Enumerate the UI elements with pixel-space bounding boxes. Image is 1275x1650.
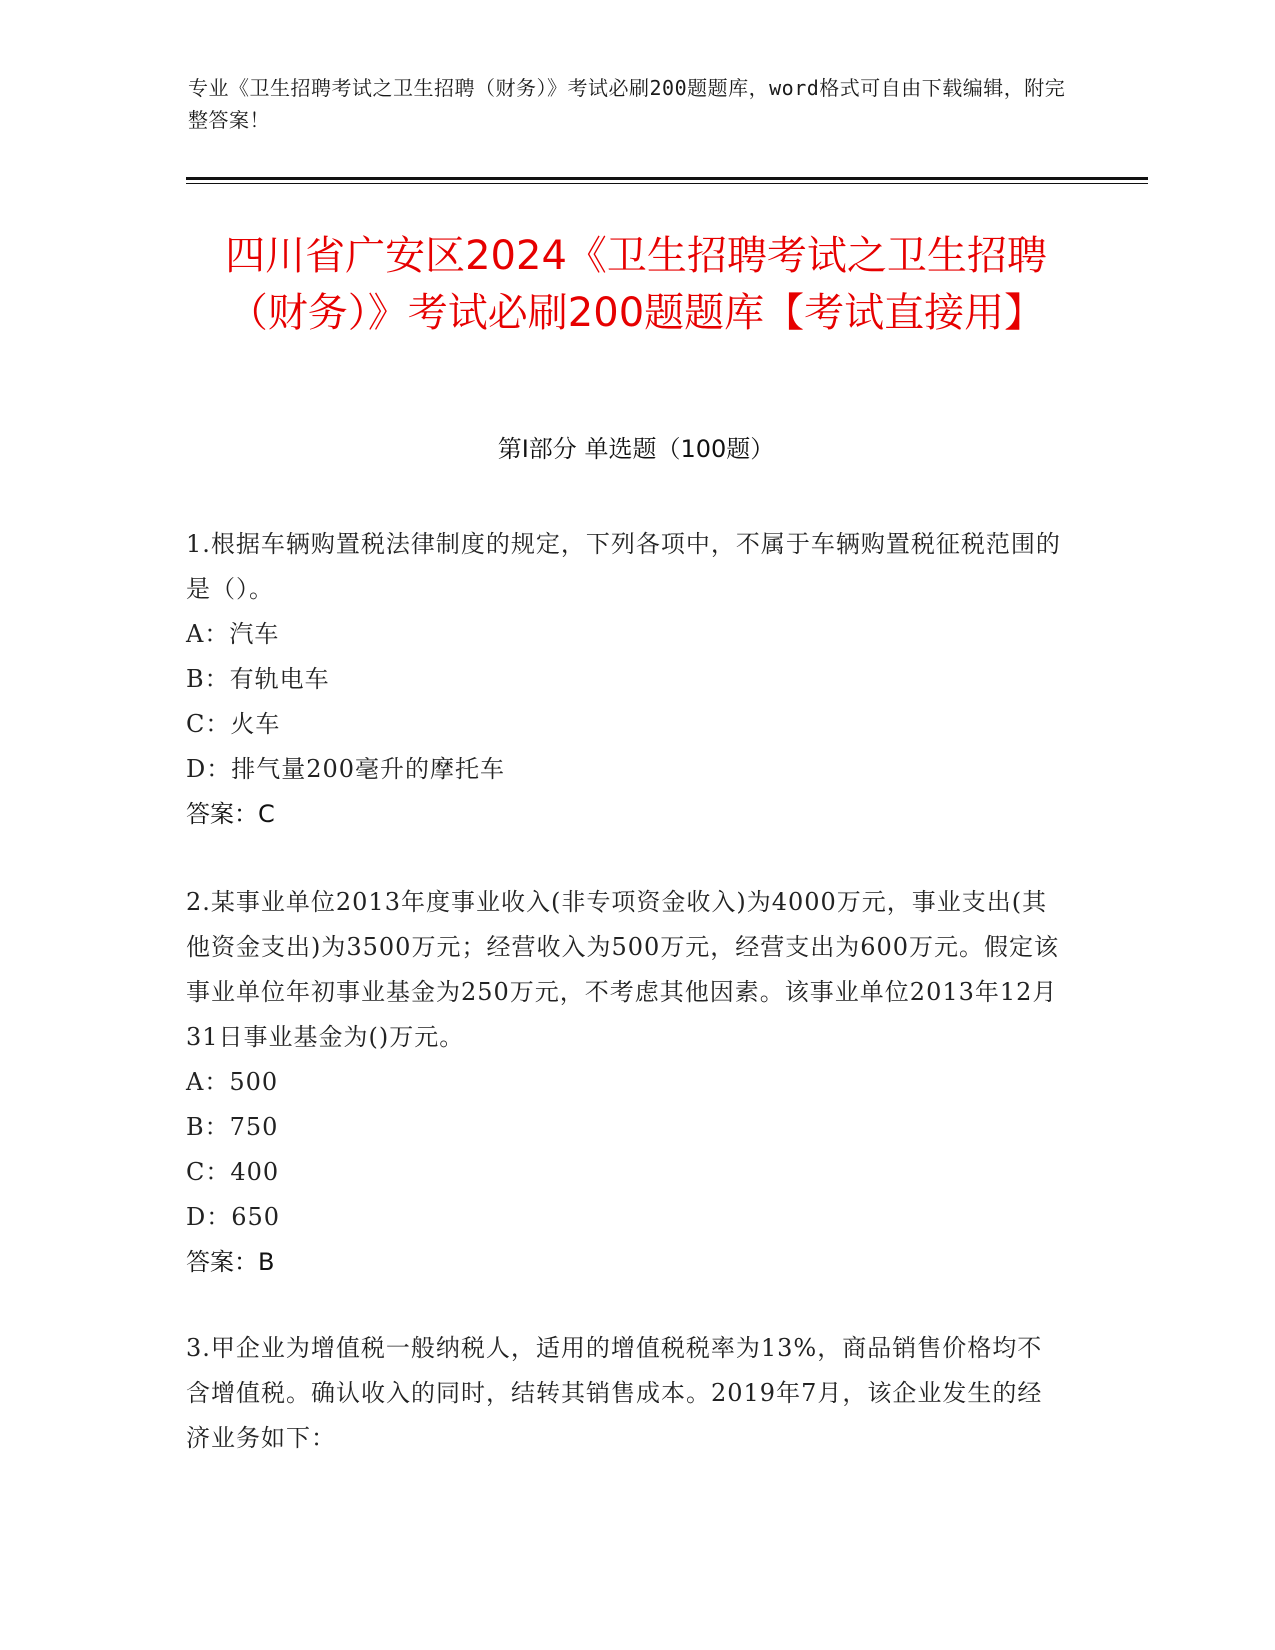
option-b: B：750 [186,1113,279,1141]
option-c: C：400 [186,1158,280,1186]
question-stem: 2.某事业单位2013年度事业收入(非专项资金收入)为4000万元，事业支出(其他资金支出)为3500万元；经营收入为500万元，经营支出为600万元。假定该事业单位年初事业基金为250万元，不考虑其他因素。该事业单位2013年12月31日事业基金为()万元。 [186,888,1060,1051]
section-title: 第Ⅰ部分 单选题（100题） [497,435,775,463]
option-d: D：650 [186,1203,281,1231]
option-d: D：排气量200毫升的摩托车 [186,755,506,783]
header-note: 专业《卫生招聘考试之卫生招聘（财务）》考试必刷200题题库，word格式可自由下载编辑，附完整答案！ [188,76,1066,132]
document-title: 四川省广安区2024《卫生招聘考试之卫生招聘（财务）》考试必刷200题题库【考试直接用】 [225,233,1047,336]
option-a: A：500 [186,1068,279,1096]
option-c: C：火车 [186,710,281,738]
option-a: A：汽车 [186,620,280,648]
option-b: B：有轨电车 [186,665,330,693]
answer: 答案：C [186,800,275,828]
question-stem: 1.根据车辆购置税法律制度的规定，下列各项中，不属于车辆购置税征税范围的是（）。 [186,530,1061,603]
question-3 [186,1326,1066,1461]
question-stem: 3.甲企业为增值税一般纳税人，适用的增值税税率为13%，商品销售价格均不含增值税。确认收入的同时，结转其销售成本。2019年7月，该企业发生的经济业务如下： [186,1334,1043,1452]
header-divider [186,177,1148,184]
answer: 答案：B [186,1248,275,1276]
question-1 [186,522,1066,837]
question-2 [186,880,1066,1285]
